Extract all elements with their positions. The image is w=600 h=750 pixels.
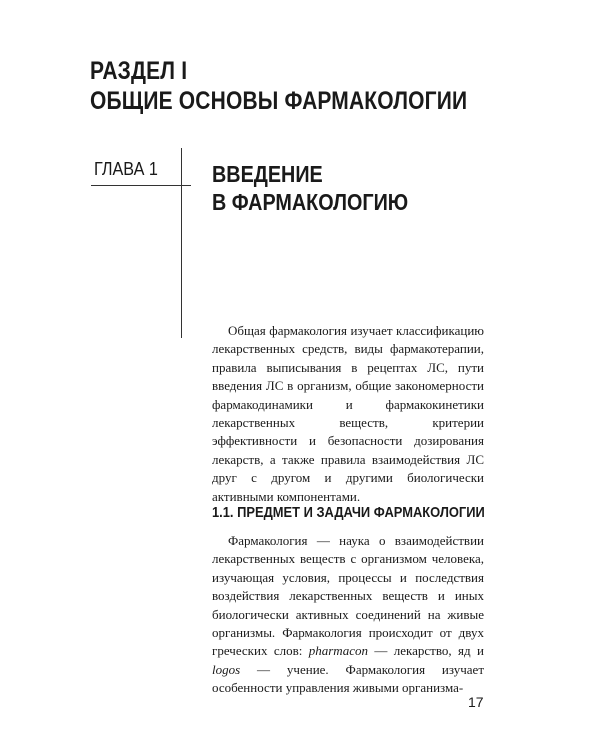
page-number: 17 xyxy=(468,694,484,710)
section-title: ОБЩИЕ ОСНОВЫ ФАРМАКОЛОГИИ xyxy=(90,87,468,115)
body-text-part: — лекарство, яд и xyxy=(367,643,484,659)
section-heading xyxy=(90,56,467,116)
chapter-label: ГЛАВА 1 xyxy=(94,159,158,179)
chapter-rule-horizontal xyxy=(91,185,191,186)
subsection-heading: 1.1. ПРЕДМЕТ И ЗАДАЧИ ФАРМАКОЛОГИИ xyxy=(212,504,485,521)
body-text-part: — учение. Фармакология изучает особенности управления живыми организма- xyxy=(212,661,484,696)
body-paragraph xyxy=(212,532,484,698)
intro-paragraph: Общая фармакология изучает классификацию лекарственных средств, виды фармакотерапии, правила выписывания в рецептах ЛС, пути введения ЛС в организм, общие закономерности фармакодинамики и фармакокинетики лекарственных веществ, критерии эффективности и безопасности дозирования лекарств, а также правила взаимодействия ЛС друг с другом и другими биологически активными компонентами. xyxy=(212,323,484,504)
chapter-title-line-2: В ФАРМАКОЛОГИЮ xyxy=(212,189,409,215)
chapter-title-line-1: ВВЕДЕНИЕ xyxy=(212,161,323,187)
term-logos: logos xyxy=(212,661,241,677)
body-text-part: Фармакология — наука о взаимодействии лекарственных веществ с организмом человека, изучающая условия, процессы и последствия воздействия лекарственных веществ и иных биологически активных соединений на живые организмы. Фармакология происходит от двух греческих слов: xyxy=(212,533,484,659)
chapter-title xyxy=(212,160,408,216)
chapter-rule-vertical xyxy=(181,148,182,338)
term-pharmacon: pharmacon xyxy=(308,643,368,659)
section-number: РАЗДЕЛ I xyxy=(90,57,188,85)
